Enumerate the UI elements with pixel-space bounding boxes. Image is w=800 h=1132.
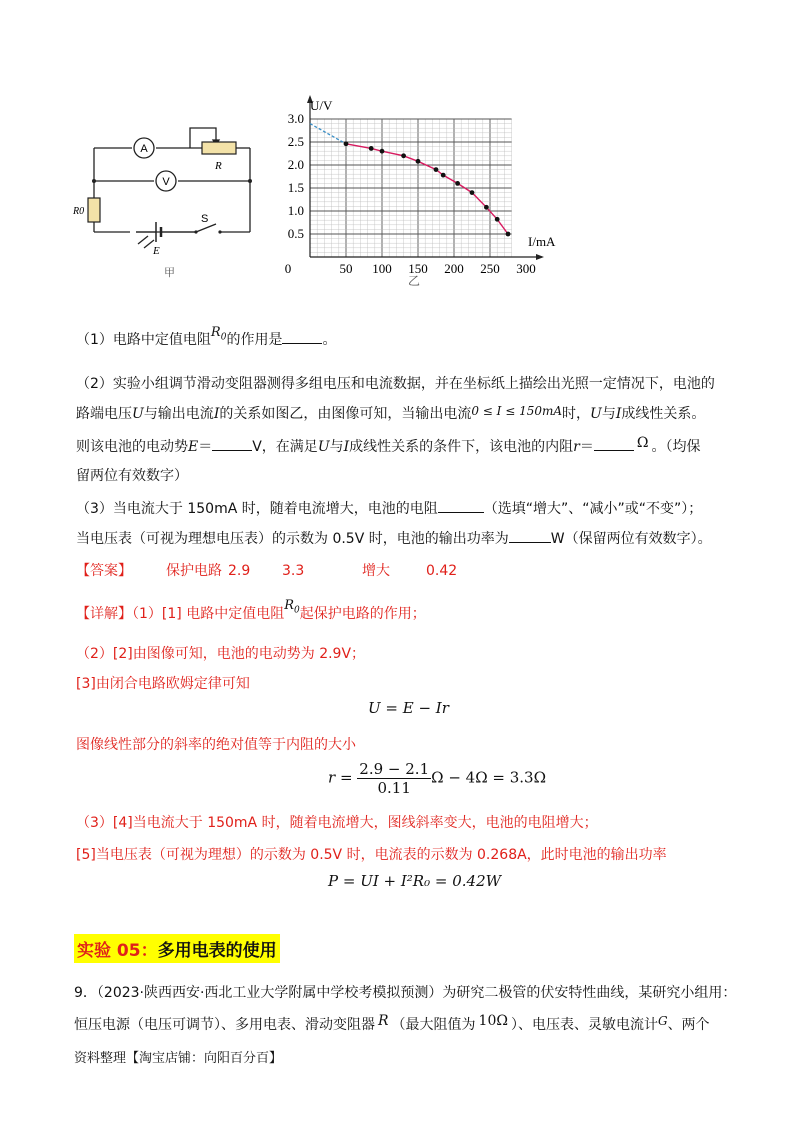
answer-label: 【答案】 [76, 563, 132, 579]
data-point [506, 232, 511, 237]
q1-r-sub: 0 [220, 332, 227, 343]
detail-r0-sub: 0 [294, 605, 300, 616]
q1-end: 。 [322, 332, 337, 348]
u-i-chart [280, 95, 556, 295]
rheostat-label: R [215, 160, 222, 172]
formula-denominator: 0.11 [377, 779, 411, 797]
answer-2: 2.9 [228, 563, 251, 579]
answer-line [76, 561, 458, 581]
x-axis-label: I/mA [528, 234, 556, 249]
detail-line-6: [5]当电压表（可视为理想）的示数为 0.5V 时，电流表的示数为 0.268A，此时电池的输出功率 [76, 847, 667, 863]
data-point [434, 167, 439, 172]
q9-l2d: 、两个 [667, 1017, 710, 1033]
data-point [416, 159, 421, 164]
fit-curve [346, 144, 508, 234]
data-point [380, 149, 385, 154]
q1-symbol [210, 325, 227, 343]
question-3-line-1 [76, 498, 702, 519]
q2-i: I [213, 406, 220, 422]
question-2-line-4: 留两位有效数字） [76, 468, 188, 484]
y-tick-label: 0.5 [287, 226, 304, 241]
y-tick-label: 2.0 [287, 157, 304, 172]
data-point [495, 217, 500, 222]
q2-l3c: V，在满足 [252, 439, 318, 455]
formula-r-rhs: Ω − 4Ω = 3.3Ω [431, 768, 547, 787]
data-point [455, 181, 460, 186]
circuit-diagram [70, 118, 270, 288]
q2-i-2: I [615, 406, 622, 422]
q2-l3-and: 与 [329, 439, 344, 455]
y-axis-label: U/V [310, 98, 333, 113]
answer-blank-2[interactable] [212, 436, 252, 451]
question-1 [76, 325, 337, 356]
x-tick-label: 150 [408, 261, 428, 276]
q2-l2c: 的关系如图乙，由图像可知，当输出电流 [219, 406, 472, 422]
q1-prefix: （1）电路中定值电阻 [76, 332, 211, 348]
answer-blank-5[interactable] [509, 528, 551, 543]
q9-value: 10Ω [478, 1013, 508, 1029]
question-9-line-2 [74, 1015, 710, 1035]
y-tick-label: 1.5 [287, 180, 304, 195]
q2-l3d: 成线性关系的条件下，该电池的内阻 [349, 439, 574, 455]
q1-r: R [210, 325, 221, 340]
q2-l2b: 与输出电流 [143, 406, 214, 422]
data-point [401, 153, 406, 158]
formula-ohm-law: U = E − Ir [368, 699, 449, 717]
y-tick-label: 3.0 [287, 111, 304, 126]
x-tick-label: 50 [339, 261, 353, 276]
answer-blank-4[interactable] [438, 498, 484, 513]
q2-ohm: Ω [636, 435, 649, 451]
y-tick-label: 1.0 [287, 203, 304, 218]
formula-numerator: 2.9 − 2.1 [359, 760, 430, 778]
q2-e: E [188, 439, 199, 455]
detail-l1b: 起保护电路的作用； [299, 606, 426, 622]
data-point [369, 146, 374, 151]
data-point [441, 173, 446, 178]
answer-blank-1[interactable] [282, 329, 322, 344]
detail-r0 [284, 598, 300, 616]
formula-r-lhs: r = [328, 768, 353, 787]
detail-line-5: （3）[4]当电流大于 150mA 时，随着电流增大，图线斜率变大，电池的电阻增大； [76, 815, 598, 831]
q2-l3b: ＝ [198, 439, 213, 455]
q2-l3a: 则该电池的电动势 [76, 439, 188, 455]
answer-4: 增大 [362, 563, 390, 579]
q3-l1b: （选填“增大”、“减小”或“不变”）； [483, 501, 703, 517]
q3-l2b: W（保留两位有效数字）。 [550, 531, 712, 547]
x-tick-label: 100 [372, 261, 392, 276]
x-tick-label: 300 [516, 261, 536, 276]
q2-condition: 0 ≤ I ≤ 150mA [471, 404, 563, 418]
q2-u-3: U [317, 439, 330, 455]
q2-r: r [573, 439, 580, 455]
q9-l2b: （最大阻值为 [391, 1017, 476, 1033]
ammeter-label: A [140, 143, 148, 155]
q9-g: G [657, 1014, 668, 1028]
q3-l1a: （3）当电流大于 150mA 时，随着电流增大，电池的电阻 [76, 501, 438, 517]
question-2-line-3 [76, 436, 700, 457]
x-tick-label: 250 [480, 261, 500, 276]
r0-label: R0 [73, 206, 85, 217]
answer-5: 0.42 [426, 563, 458, 579]
section-prefix: 实验 05 [77, 941, 141, 961]
data-point [344, 141, 349, 146]
q2-i-3: I [343, 439, 350, 455]
footer-note: 资料整理【淘宝店铺：向阳百分百】 [74, 1051, 283, 1066]
q2-l3f: 。（均保 [651, 439, 701, 455]
section-heading [74, 934, 280, 963]
x-tick-label: 200 [444, 261, 464, 276]
q2-l2e: 与 [601, 406, 616, 422]
x-axis-arrow [536, 254, 544, 260]
q2-u-2: U [590, 406, 602, 422]
circuit-caption: 甲 [164, 266, 175, 279]
y-tick-label: 2.5 [287, 134, 304, 149]
question-2-line-2 [76, 404, 705, 424]
answer-blank-3[interactable] [594, 436, 634, 451]
x-tick-label: 0 [284, 261, 292, 276]
q2-l2f: 成线性关系。 [621, 406, 706, 422]
detail-line-1 [76, 598, 426, 630]
voltmeter-label: V [162, 176, 170, 188]
chart-caption: 乙 [408, 274, 421, 288]
detail-line-4: 图像线性部分的斜率的绝对值等于内阻的大小 [76, 737, 356, 753]
battery-label: E [153, 245, 160, 257]
detail-l1a: （1）[1] 电路中定值电阻 [132, 606, 285, 622]
formula-output-power: P = UI + I²R₀ = 0.42W [328, 872, 502, 890]
question-3-line-2 [76, 528, 712, 549]
detail-line-3: [3]由闭合电路欧姆定律可知 [76, 676, 250, 692]
question-9-line-1: 9．（2023·陕西西安·西北工业大学附属中学校考模拟预测）为研究二极管的伏安特性曲线，某研究小组用： [74, 985, 737, 1001]
q2-l2a: 路端电压 [76, 406, 132, 422]
detail-r0-r: R [284, 598, 294, 613]
q3-l2a: 当电压表（可视为理想电压表）的示数为 0.5V 时，电池的输出功率为 [76, 531, 509, 547]
switch-label: S [201, 213, 209, 225]
answer-3: 3.3 [282, 563, 305, 579]
data-point [470, 190, 475, 195]
answer-1: 保护电路 [166, 563, 222, 579]
question-2-line-1: （2）实验小组调节滑动变阻器测得多组电压和电流数据，并在坐标纸上描绘出光照一定情况下，电池的 [76, 376, 715, 392]
q9-l2a: 恒压电源（电压可调节）、多用电表、滑动变阻器 [74, 1017, 375, 1033]
detail-label: 【详解】 [76, 606, 132, 622]
q2-l3e: ＝ [579, 439, 594, 455]
chart-grid [310, 119, 512, 257]
formula-fraction [357, 760, 431, 797]
q2-u: U [132, 406, 144, 422]
q9-l2c: ）、电压表、灵敏电流计 [510, 1017, 658, 1033]
q1-suffix: 的作用是 [226, 332, 283, 348]
section-title: 多用电表的使用 [157, 941, 277, 961]
data-point [484, 205, 489, 210]
section-colon: ： [140, 941, 158, 961]
detail-line-2: （2）[2]由图像可知，电池的电动势为 2.9V； [76, 646, 366, 662]
q2-l2d: 时， [562, 406, 591, 422]
formula-internal-resistance [328, 760, 546, 797]
extrapolation-line [310, 124, 346, 144]
q9-r: R [378, 1013, 389, 1029]
